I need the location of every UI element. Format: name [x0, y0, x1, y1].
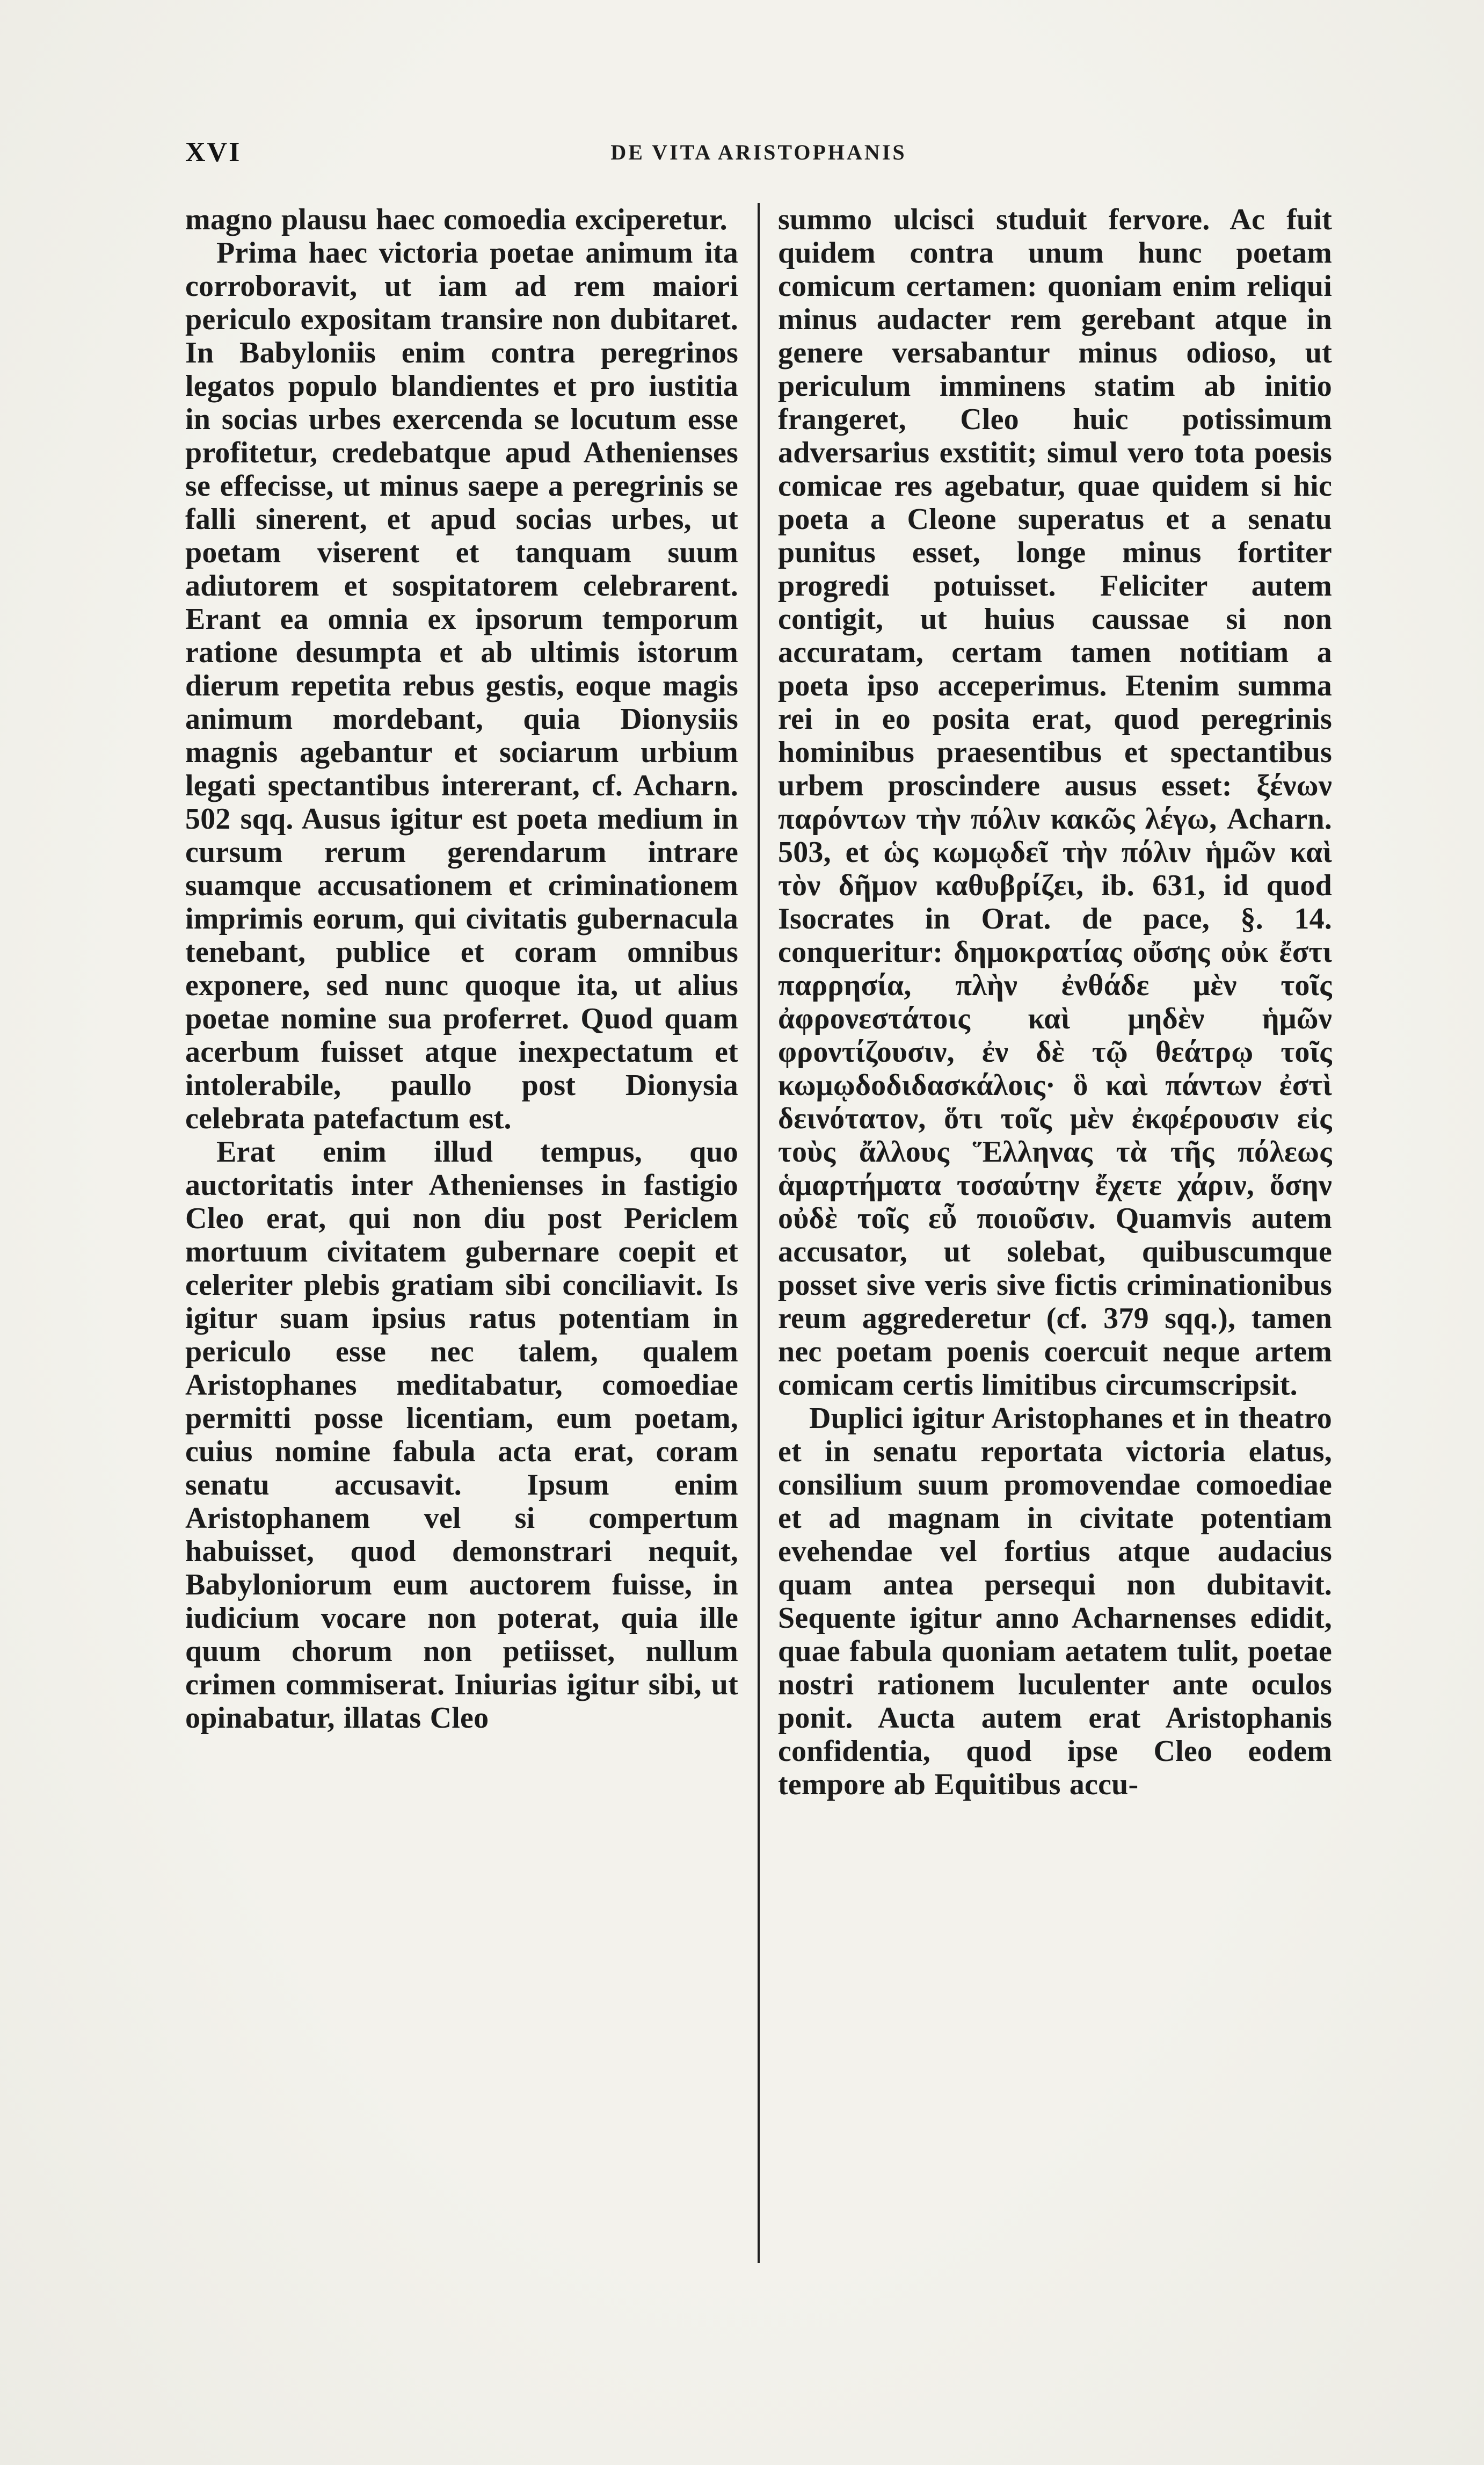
- page-number: XVI: [185, 137, 242, 168]
- right-column: [778, 203, 1332, 2276]
- column-divider-rule: [758, 203, 760, 2263]
- paragraph: Erat enim illud tempus, quo auctoritatis inter Athenienses in fastigio Cleo erat, qui non diu post Periclem mortuum civitatem gubernare coepit et celeriter plebis gratiam sibi conciliavit. Is igitur suam ipsius ratus potentiam in periculo esse nec talem, qualem Aristophanes meditabatur, comoediae permitti posse licentiam, eum poetam, cuius nomine fabula acta erat, coram senatu accusavit. Ipsum enim Aristophanem vel si compertum habuisset, quod demonstrari nequit, Babyloniorum eum auctorem fuisse, in iudicium vocare non poterat, quia ille quum chorum non petiisset, nullum crimen commiserat. Iniurias igitur sibi, ut opinabatur, illatas Cleo: [185, 1135, 738, 1735]
- text-block: [185, 203, 1332, 2287]
- paragraph: Duplici igitur Aristophanes et in theatro et in senatu reportata victoria elatus, consilium suum promovendae comoediae et ad magnam in civitate potentiam evehendae vel fortius atque audacius quam antea persequi non dubitavit. Sequente igitur anno Acharnenses edidit, quae fabula quoniam aetatem tulit, poetae nostri rationem luculenter ante oculos ponit. Aucta autem erat Aristophanis confidentia, quod ipse Cleo eodem tempore ab Equitibus accu-: [778, 1402, 1332, 1801]
- running-title: DE VITA ARISTOPHANIS: [610, 140, 907, 164]
- page-header: [185, 135, 1332, 173]
- paragraph-continuation: magno plausu haec comoedia exciperetur.: [185, 203, 728, 236]
- paragraph-continuation: summo ulcisci studuit fervore. Ac fuit quidem contra unum hunc poetam comicum certamen: quoniam enim reliqui minus audacter rem gerebant atque in genere versabantur minus odioso, ut periculum imminens statim ab initio frangeret, Cleo huic potissimum adversarius exstitit; simul vero tota poesis comicae res agebatur, quae quidem si hic poeta a Cleone superatus et a senatu punitus esset, longe minus fortiter progredi potuisset. Feliciter autem contigit, ut huius caussae si non accuratam, certam tamen notitiam a poeta ipso acceperimus. Etenim summa rei in eo posita erat, quod peregrinis hominibus praesentibus et spectantibus urbem proscindere ausus esset: ξένων παρόντων τὴν πόλιν κακῶς λέγω, Acharn. 503, et ὡς κωμῳδεῖ τὴν πόλιν ἡμῶν καὶ τὸν δῆμον καθυβρίζει, ib. 631, id quod Isocrates in Orat. de pace, §. 14. conqueritur: δημοκρατίας οὔσης οὐκ ἔστι παρρησία, πλὴν ἐνθάδε μὲν τοῖς ἀφρονεστάτοις καὶ μηδὲν ἡμῶν φροντίζουσιν, ἐν δὲ τῷ θεάτρῳ τοῖς κωμῳδοδιδασκάλοις· ὃ καὶ πάντων ἐστὶ δεινότατον, ὅτι τοῖς μὲν ἐκφέρουσιν εἰς τοὺς ἄλλους Ἕλληνας τὰ τῆς πόλεως ἁμαρτήματα τοσαύτην ἔχετε χάριν, ὅσην οὐδὲ τοῖς εὖ ποιοῦσιν. Quamvis autem accusator, ut solebat, quibuscumque posset sive veris sive fictis criminationibus reum aggrederetur (cf. 379 sqq.), tamen nec poetam poenis coercuit neque artem comicam certis limitibus circumscripsit.: [778, 203, 1332, 1402]
- paragraph: Prima haec victoria poetae animum ita corroboravit, ut iam ad rem maiori periculo expositam transire non dubitaret. In Babyloniis enim contra peregrinos legatos populo blandientes et pro iustitia in socias urbes exercenda se locutum esse profitetur, credebatque apud Athenienses se effecisse, ut minus saepe a peregrinis se falli sinerent, et apud socias urbes, ut poetam viserent et tanquam suum adiutorem et sospitatorem celebrarent. Erant ea omnia ex ipsorum temporum ratione desumpta et ab ultimis istorum dierum repetita rebus gestis, eoque magis animum mordebant, quia Dionysiis magnis agebantur et sociarum urbium legati spectantibus intererant, cf. Acharn. 502 sqq. Ausus igitur est poeta medium in cursum rerum gerendarum intrare suamque accusationem et criminationem imprimis eorum, qui civitatis gubernacula tenebant, publice et coram omnibus exponere, sed nunc quoque ita, ut alius poetae nomine sua proferret. Quod quam acerbum fuisset atque inexpectatum et intolerabile, paullo post Dionysia celebrata patefactum est.: [185, 236, 738, 1135]
- left-column: [185, 203, 738, 2276]
